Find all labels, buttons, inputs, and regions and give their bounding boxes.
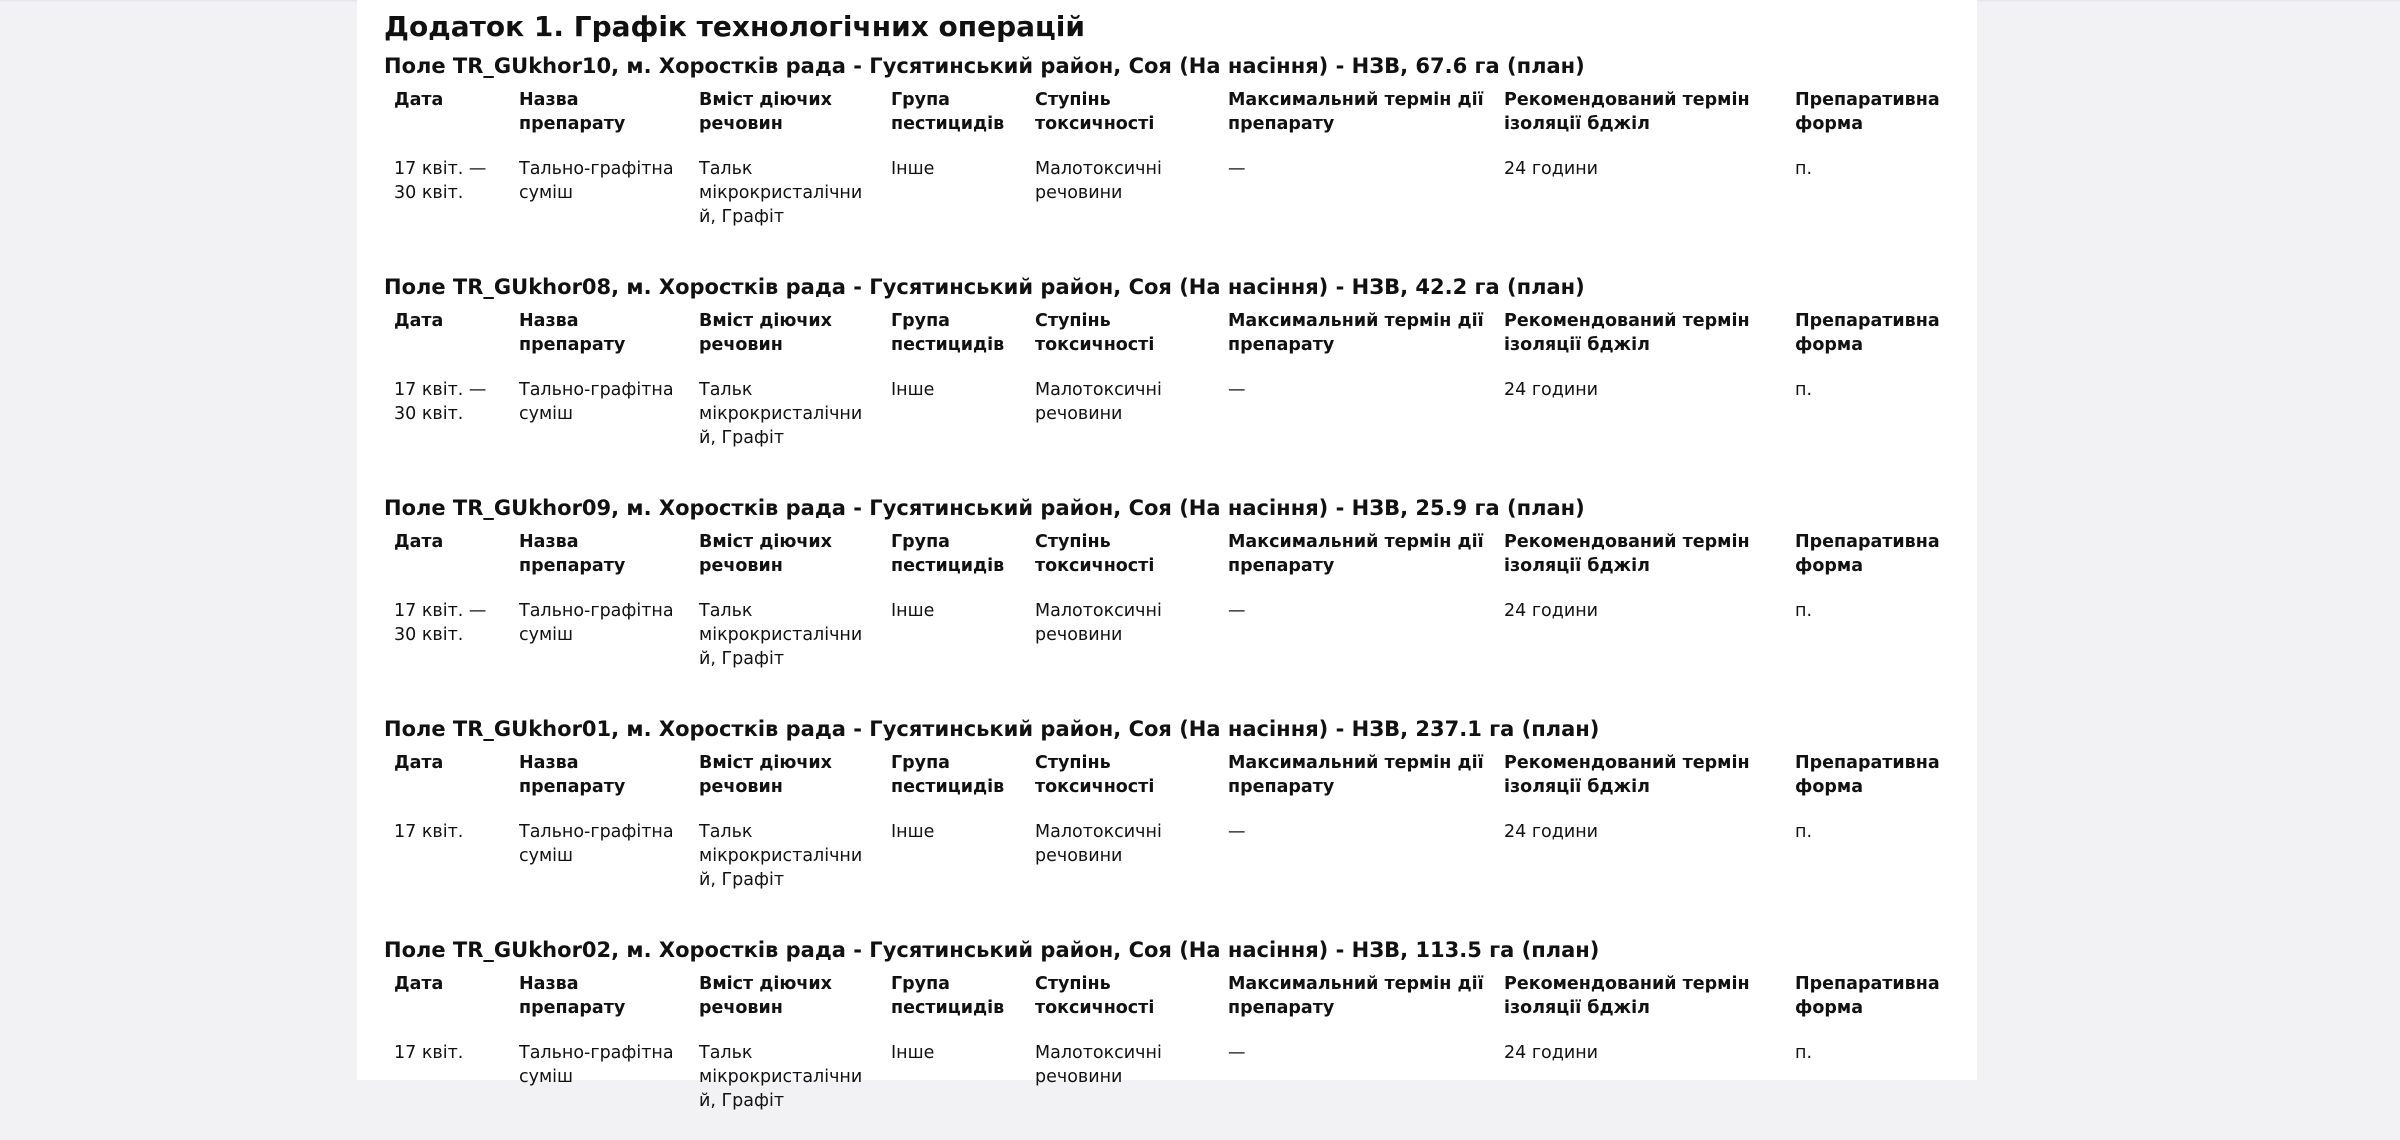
operations-table (384, 965, 1950, 1113)
cell-product: Тально-графітна суміш (519, 822, 674, 866)
column-header-formulation: Препаративна форма (1795, 90, 1940, 134)
table-row (384, 597, 1950, 671)
field-title: Поле TR_GUkhor08, м. Хоростків рада - Гусятинський район, Соя (На насіння) - НЗВ, 42.2 га (план) (384, 275, 1585, 299)
column-header-date: Дата (394, 90, 444, 110)
column-header-toxicity: Ступінь токсичності (1035, 753, 1155, 797)
column-header-active-ingredients: Вміст діючих речовин (699, 532, 832, 576)
field-section (384, 51, 1950, 256)
column-header-toxicity: Ступінь токсичності (1035, 90, 1155, 134)
cell-product: Тально-графітна суміш (519, 380, 674, 424)
cell-bee-isolation: 24 години (1504, 822, 1599, 842)
table-header-row (384, 523, 1950, 597)
field-section (384, 714, 1950, 919)
column-header-product: Назва препарату (519, 90, 626, 134)
table-header-row (384, 965, 1950, 1039)
column-header-product: Назва препарату (519, 532, 626, 576)
cell-bee-isolation: 24 години (1504, 1043, 1599, 1063)
field-list (384, 51, 1950, 1140)
column-header-formulation: Препаративна форма (1795, 753, 1940, 797)
field-section (384, 935, 1950, 1140)
column-header-formulation: Препаративна форма (1795, 974, 1940, 1018)
field-section (384, 272, 1950, 477)
column-header-date: Дата (394, 311, 444, 331)
cell-toxicity: Малотоксичні речовини (1035, 601, 1162, 645)
cell-pesticide-group: Інше (891, 1043, 935, 1063)
column-header-max-term: Максимальний термін дії препарату (1228, 753, 1484, 797)
cell-product: Тально-графітна суміш (519, 601, 674, 645)
column-header-bee-isolation: Рекомендований термін ізоляції бджіл (1504, 974, 1750, 1018)
table-row (384, 155, 1950, 229)
cell-date: 17 квіт. — 30 квіт. (394, 159, 487, 203)
cell-bee-isolation: 24 години (1504, 601, 1599, 621)
column-header-date: Дата (394, 532, 444, 552)
field-title: Поле TR_GUkhor01, м. Хоростків рада - Гусятинський район, Соя (На насіння) - НЗВ, 237.1 га (план) (384, 717, 1600, 741)
column-header-max-term: Максимальний термін дії препарату (1228, 532, 1484, 576)
field-section (384, 493, 1950, 698)
cell-pesticide-group: Інше (891, 601, 935, 621)
column-header-product: Назва препарату (519, 311, 626, 355)
cell-formulation: п. (1795, 822, 1813, 842)
column-header-toxicity: Ступінь токсичності (1035, 974, 1155, 1018)
operations-table (384, 523, 1950, 671)
cell-max-term: — (1228, 380, 1246, 400)
cell-toxicity: Малотоксичні речовини (1035, 380, 1162, 424)
document-content (384, 8, 1950, 1140)
table-row (384, 1039, 1950, 1113)
cell-pesticide-group: Інше (891, 822, 935, 842)
table-header-row (384, 302, 1950, 376)
cell-toxicity: Малотоксичні речовини (1035, 159, 1162, 203)
column-header-formulation: Препаративна форма (1795, 311, 1940, 355)
column-header-active-ingredients: Вміст діючих речовин (699, 753, 832, 797)
document-page (357, 0, 1977, 1111)
column-header-max-term: Максимальний термін дії препарату (1228, 311, 1484, 355)
table-row (384, 376, 1950, 450)
cell-bee-isolation: 24 години (1504, 159, 1599, 179)
cell-active-ingredients: Тальк мікрокристалічний, Графіт (699, 822, 863, 890)
column-header-active-ingredients: Вміст діючих речовин (699, 974, 832, 1018)
cell-active-ingredients: Тальк мікрокристалічний, Графіт (699, 601, 863, 669)
column-header-pesticide-group: Група пестицидів (891, 753, 1005, 797)
column-header-date: Дата (394, 974, 444, 994)
field-title: Поле TR_GUkhor09, м. Хоростків рада - Гусятинський район, Соя (На насіння) - НЗВ, 25.9 га (план) (384, 496, 1585, 520)
column-header-pesticide-group: Група пестицидів (891, 311, 1005, 355)
cell-date: 17 квіт. — 30 квіт. (394, 601, 487, 645)
cell-date: 17 квіт. — 30 квіт. (394, 380, 487, 424)
cell-pesticide-group: Інше (891, 159, 935, 179)
column-header-product: Назва препарату (519, 974, 626, 1018)
cell-product: Тально-графітна суміш (519, 159, 674, 203)
column-header-pesticide-group: Група пестицидів (891, 974, 1005, 1018)
operations-table (384, 302, 1950, 450)
column-header-date: Дата (394, 753, 444, 773)
operations-table (384, 744, 1950, 892)
column-header-bee-isolation: Рекомендований термін ізоляції бджіл (1504, 532, 1750, 576)
cell-max-term: — (1228, 1043, 1246, 1063)
cell-toxicity: Малотоксичні речовини (1035, 1043, 1162, 1087)
table-header-row (384, 744, 1950, 818)
cell-date: 17 квіт. (394, 1043, 464, 1063)
page-title: Додаток 1. Графік технологічних операцій (384, 10, 1085, 43)
cell-bee-isolation: 24 години (1504, 380, 1599, 400)
cell-active-ingredients: Тальк мікрокристалічний, Графіт (699, 380, 863, 448)
cell-product: Тально-графітна суміш (519, 1043, 674, 1087)
cell-formulation: п. (1795, 601, 1813, 621)
field-title: Поле TR_GUkhor02, м. Хоростків рада - Гусятинський район, Соя (На насіння) - НЗВ, 113.5 га (план) (384, 938, 1600, 962)
cell-formulation: п. (1795, 380, 1813, 400)
column-header-pesticide-group: Група пестицидів (891, 90, 1005, 134)
cell-max-term: — (1228, 822, 1246, 842)
cell-date: 17 квіт. (394, 822, 464, 842)
cell-active-ingredients: Тальк мікрокристалічний, Графіт (699, 159, 863, 227)
column-header-max-term: Максимальний термін дії препарату (1228, 974, 1484, 1018)
table-header-row (384, 81, 1950, 155)
cell-max-term: — (1228, 159, 1246, 179)
column-header-toxicity: Ступінь токсичності (1035, 311, 1155, 355)
column-header-active-ingredients: Вміст діючих речовин (699, 311, 832, 355)
column-header-product: Назва препарату (519, 753, 626, 797)
column-header-formulation: Препаративна форма (1795, 532, 1940, 576)
column-header-active-ingredients: Вміст діючих речовин (699, 90, 832, 134)
column-header-bee-isolation: Рекомендований термін ізоляції бджіл (1504, 90, 1750, 134)
cell-active-ingredients: Тальк мікрокристалічний, Графіт (699, 1043, 863, 1111)
column-header-pesticide-group: Група пестицидів (891, 532, 1005, 576)
cell-pesticide-group: Інше (891, 380, 935, 400)
operations-table (384, 81, 1950, 229)
field-title: Поле TR_GUkhor10, м. Хоростків рада - Гусятинський район, Соя (На насіння) - НЗВ, 67.6 га (план) (384, 54, 1585, 78)
cell-formulation: п. (1795, 159, 1813, 179)
column-header-bee-isolation: Рекомендований термін ізоляції бджіл (1504, 753, 1750, 797)
table-row (384, 818, 1950, 892)
column-header-max-term: Максимальний термін дії препарату (1228, 90, 1484, 134)
cell-toxicity: Малотоксичні речовини (1035, 822, 1162, 866)
column-header-bee-isolation: Рекомендований термін ізоляції бджіл (1504, 311, 1750, 355)
column-header-toxicity: Ступінь токсичності (1035, 532, 1155, 576)
cell-max-term: — (1228, 601, 1246, 621)
cell-formulation: п. (1795, 1043, 1813, 1063)
